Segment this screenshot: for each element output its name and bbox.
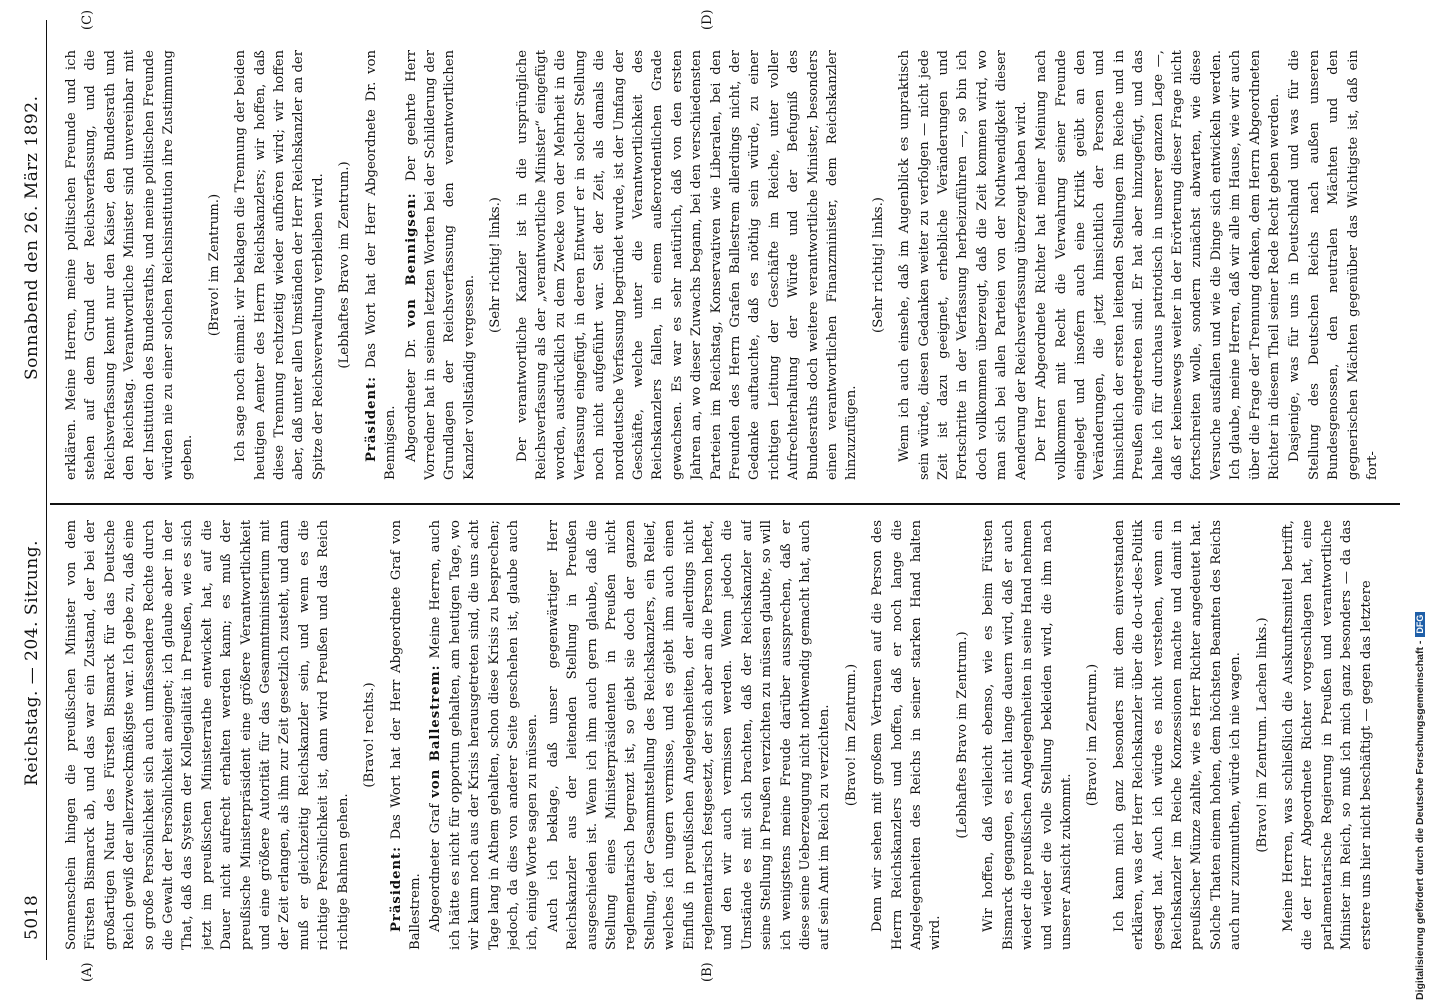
interjection [842, 520, 861, 950]
speaker-name: Präsident: [363, 375, 379, 462]
paragraph [1279, 520, 1376, 950]
page-number: 5018 [22, 894, 42, 940]
paragraph [62, 50, 198, 480]
interjection [953, 520, 972, 950]
interjection-text: (Bravo! rechts.) [362, 682, 378, 788]
paragraph-text: Das Wort hat der Herr Abgeordnete Dr. von Bennigsen. [363, 50, 399, 480]
margin-marker-b: (B) [700, 962, 715, 982]
dfg-logo: DFG [1415, 612, 1425, 637]
right-text-column [62, 50, 1402, 480]
credit-text: Digitalisierung gefördert durch die Deutsche Forschungsgemeinschaft - [1414, 640, 1426, 1000]
paragraph [868, 520, 946, 950]
margin-marker-a: (A) [80, 962, 95, 982]
paragraph-text: Dasjenige, was für uns in Deutschland und was für die Stellung des Deutschen Reichs nach außen unseren Bundesgenossen, den neutralen Mächten und den gegnerischen Mächten gegenüber das Wichtigste ist, daß ein fort- [1287, 50, 1380, 480]
paragraph-text: Wir hoffen, daß vielleicht ebenso, wie es beim Fürsten Bismarck gegangen, es nicht lange dauern wird, daß er auch wieder die preußischen Angelegenheiten in seine Hand nehmen und wieder die volle Stellung bekleiden wird, die ihm nach unserer Ansicht zukommt. [981, 520, 1074, 950]
paragraph-text: Wenn ich auch einsehe, daß im Augenblick es unpraktisch sein würde, diesen Gedanken weiter zu verfolgen — nicht jede Zeit ist dazu geeignet, erhebliche Veränderungen und Fortschritte in der Verfassung herbeizuführen —, so bin ich doch vollkommen überzeugt, daß die Zeit kommen wird, wo man sich bei allen Parteien von der Nothwendigkeit dieser Aenderung der Reichsverfassung überzeugt haben wird. [897, 50, 1029, 480]
speaker-name: von Ballestrem: [428, 664, 444, 798]
interjection-text: (Sehr richtig! links.) [488, 197, 504, 333]
paragraph-text: Ich kann mich ganz besonders mit dem einverstanden erklären, was der Herr Reichskanzler über die do-ut-des-Politik gesagt hat. Auch ich würde es nicht verstehen, wenn ein Reichskanzler im Reiche Konzessionen machte und damit in preußischer Münze zahlte, wie es Herr Richter angedeutet hat. Solche Thaten einem hohen, dem höchsten Beamten des Reichs auch nur zuzumuthen, würde ich nie wagen. [1111, 520, 1244, 950]
paragraph [544, 520, 835, 950]
paragraph [387, 520, 426, 950]
interjection-text: (Bravo! im Zentrum.) [1085, 663, 1101, 807]
interjection [205, 50, 224, 480]
paragraph-text: erklären. Meine Herren, meine politischen Freunde und ich stehen auf dem Grund der Reichsverfassung, und die Reichsverfassung kennt nur den Kaiser, den Bundesrath und den Reichstag. Verantwortliche Minister sind unvereinbar mit der Institution des Bundesraths, und meine politischen Freunde würden nie zu einer solchen Reichsinstitution ihre Zustimmung geben. [64, 50, 196, 480]
paragraph-text: Das Wort hat der Herr Abgeordnete Graf von Ballestrem. [388, 520, 423, 950]
interjection [1083, 520, 1102, 950]
paragraph [979, 520, 1076, 950]
interjection-text: (Lebhaftes Bravo im Zentrum.) [954, 631, 970, 839]
paragraph-text: Meine Herren, was schließlich die Auskunftsmittel betrifft, die der Herr Abgeordnete Richter vorgeschlagen hat, eine parlamentarische Regierung in Preußen und verantwortliche Minister im Reich, so muß ich mich ganz besonders — da das erstere uns hier nicht beschäftigt — gegen das letztere [1280, 520, 1374, 950]
interjection [1253, 520, 1272, 950]
paragraph-text: Der geehrte Herr Vorredner hat in seinen letzten Worten bei der Schilderung der Grundlagen der Reichsverfassung den verantwortlichen Kanzler vollständig vergessen. [403, 50, 477, 480]
paragraph [426, 520, 542, 950]
interjection-text: (Bravo! im Zentrum.) [843, 663, 859, 807]
interjection-text: (Bravo! im Zentrum. Lachen links.) [1254, 617, 1270, 853]
paragraph [231, 50, 328, 480]
paragraph [1285, 50, 1382, 480]
interjection-text: (Sehr richtig! links.) [870, 197, 886, 333]
header-left-title: Reichstag. — 204. Sitzung. [22, 540, 42, 786]
margin-marker-d: (D) [700, 9, 715, 30]
page-header [20, 40, 48, 940]
paragraph [362, 50, 401, 480]
column-divider [50, 503, 1400, 505]
header-rule [46, 20, 47, 960]
digitization-credit [1414, 0, 1426, 1000]
paragraph-text: Der Herr Abgeordnete Richter hat meiner Meinung nach vollkommen mit Recht die Verwahrung seiner Freunde eingelegt und insofern auch eine Kritik geübt an den Veränderungen, die jetzt hinsichtlich der Personen und hinsichtlich der ersten leitenden Stellungen im Reiche und in Preußen eingetreten sind. Er hat aber hinzugefügt, und das halte ich für durchaus patriotisch in unserer ganzen Lage —, daß er keineswegs weiter in der Erörterung dieser Frage nicht fortschreiten wolle, sondern zunächst abwarten, wie diese Versuche ausfallen und wie die Dinge sich entwickeln werden. Ich glaube, meine Herren, daß wir alle im Hause, wie wir auch über die Frage der Trennung denken, dem Herrn Abgeordneten Richter in diesem Theil seiner Rede Recht geben werden. [1034, 50, 1282, 480]
interjection-text: (Bravo! im Zentrum.) [206, 193, 222, 337]
paragraph-text: Denn wir sehen mit großem Vertrauen auf die Person des Herrn Reichskanzlers und hoffen, daß er noch lange die Angelegenheiten des Reichs in seiner starken Hand halten wird. [870, 520, 944, 950]
paragraph [1110, 520, 1246, 950]
interjection [360, 520, 379, 950]
paragraph [1032, 50, 1284, 480]
paragraph-text: Sonnenschein hingen die preußischen Minister von dem Fürsten Bismarck ab, und das war ein Zustand, der bei der großartigen Natur des Fürsten Bismarck für das Deutsche Reich gewiß der allerzweckmäßigste war. Ich gebe zu, daß eine so große Persönlichkeit sich auch umfassendere Rechte durch die Gewalt der Persönlichkeit aneignet; ich glaube aber in der That, daß das System der Kollegialität in Preußen, wie es sich jetzt im preußischen Ministerrathe entwickelt hat, auf die Dauer nicht aufrecht erhalten werden kann; es muß der preußische Ministerpräsident eine größere Verantwortlichkeit und eine größere Autorität für das Gesammtministerium mit der Zeit erlangen, als ihm zur Zeit gesetzlich zusteht, und dann muß er gleichzeitig Reichskanzler sein, und wenn es die richtige Persönlichkeit ist, dann wird Preußen und das Reich richtige Bahnen gehen. [64, 520, 351, 950]
left-text-column [62, 520, 1402, 950]
paragraph-text: Der verantwortliche Kanzler ist in die ursprüngliche Reichsverfassung als der „verantwortliche Minister“ eingefügt worden, ausdrücklich zu dem Zwecke von der Mehrheit in die Verfassung eingefügt, in deren Entwurf er in solcher Stellung noch nicht aufgeführt war. Seit der Zeit, als damals die norddeutsche Verfassung begründet wurde, ist der Umfang der Geschäfte, welche unter die Verantwortlichkeit des Reichskanzlers fallen, in einem außerordentlichen Grade gewachsen. Es war es sehr natürlich, daß von den ersten Jahren an, wo dieser Zuwachs begann, bei den verschiedensten Parteien im Reichstag, Konservativen wie Liberalen, bei den Freunden des Herrn Grafen Ballestrem allerdings nicht, der Gedanke auftauchte, daß es nöthig sein würde, zu einer richtigen Leitung der Geschäfte im Reiche, unter voller Aufrechterhaltung der Würde und der Befugniß des Bundesraths doch weitere verantwortliche Minister, besonders einen verantwortlichen Finanzminister, dem Reichskanzler hinzuzufügen. [514, 50, 860, 480]
paragraph-text: Auch ich beklage, daß unser gegenwärtiger Herr Reichskanzler aus der leitenden Stellung in Preußen ausgeschieden ist. Wenn ich ihm auch gern glaube, daß die Stellung eines Ministerpräsidenten in Preußen nicht reglementarisch begrenzt ist, so giebt sie doch der ganzen Stellung, der Gesammtstellung des Reichskanzlers, ein Relief, welches ich ungern vermisse, und es giebt ihm auch einen Einfluß in preußischen Angelegenheiten, der allerdings nicht reglementarisch festgesetzt, der sich aber an die Person heftet, und den wir auch vermissen werden. Wenn jedoch die Umstände es mit sich brachten, daß der Reichskanzler auf seine Stellung in Preußen verzichten zu müssen glaubte, so will ich wenigstens meine Freude darüber aussprechen, daß er diese seine Ueberzeugung nicht nothwendig gemacht hat, auch auf sein Amt im Reich zu verzichten. [545, 520, 833, 950]
speaker-prefix: Abgeordneter Graf [428, 797, 444, 932]
interjection [335, 50, 354, 480]
interjection-text: (Lebhaftes Bravo im Zentrum.) [337, 161, 353, 369]
speaker-name: Präsident: [388, 845, 404, 932]
header-right-title: Sonnabend den 26. März 1892. [22, 95, 42, 380]
speaker-name: von Bennigsen: [403, 192, 419, 328]
paragraph [513, 50, 862, 480]
interjection [869, 50, 888, 480]
paragraph [895, 50, 1031, 480]
interjection [486, 50, 505, 480]
speaker-prefix: Abgeordneter Dr. [403, 327, 419, 462]
paragraph-text: Ich sage noch einmal: wir beklagen die Trennung der beiden heutigen Aemter des Herrn Reichskanzlers; wir hoffen, daß diese Trennung rechtzeitig wieder aufhören wird; wir hoffen aber, daß unter allen Umständen der Herr Reichskanzler an der Spitze der Reichsverwaltung verbleiben wird. [233, 50, 326, 480]
paragraph [402, 50, 480, 480]
margin-marker-c: (C) [80, 9, 95, 30]
paragraph [62, 520, 353, 950]
paragraph-text: Meine Herren, auch ich hätte es nicht für opportun gehalten, am heutigen Tage, wo wir kaum noch aus der Krisis herausgetreten sind, die uns acht Tage lang in Athem gehalten, schon diese Krisis zu besprechen; jedoch, da dies von anderer Seite geschehen ist, glaube auch ich, einige Worte sagen zu müssen. [428, 520, 541, 950]
